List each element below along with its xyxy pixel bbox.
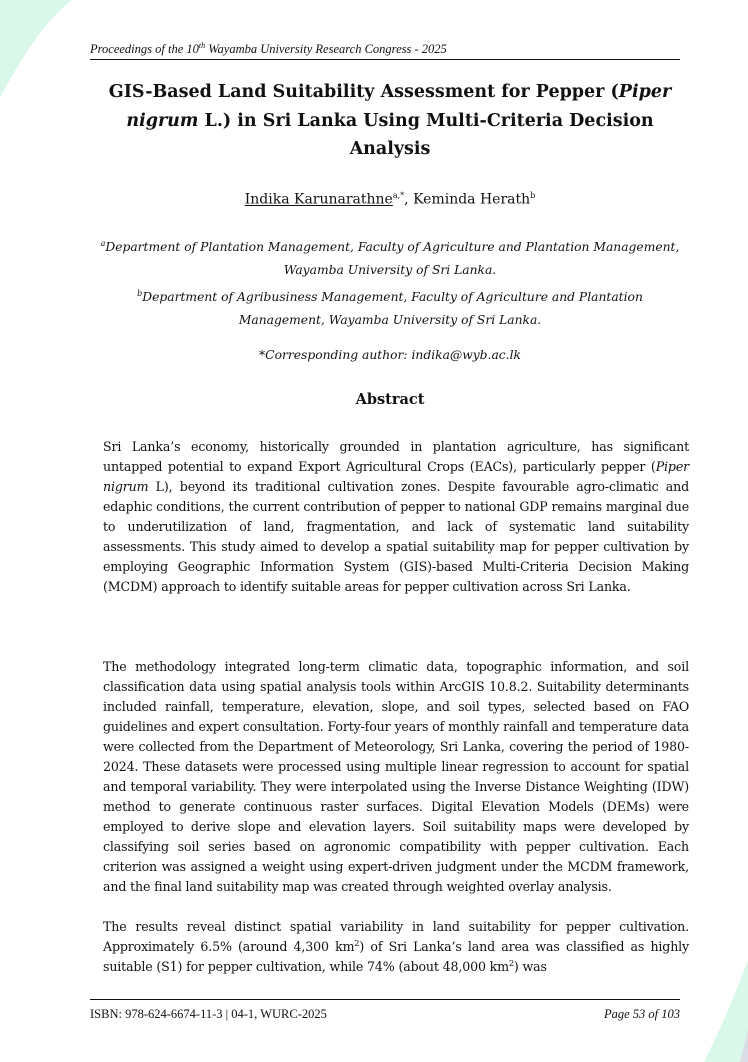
abstract-paragraph-1	[103, 437, 689, 597]
affiliation-mark: a	[100, 239, 106, 248]
affiliation-a	[100, 232, 680, 282]
top-left-swoosh-decoration	[0, 0, 100, 120]
superscript: 2	[508, 958, 514, 968]
affiliations	[100, 232, 680, 332]
affiliation-text: Department of Plantation Management, Faculty of Agriculture and Plantation Management, Wayamba University of Sri Lanka.	[105, 240, 680, 278]
author-affiliation-mark: b	[530, 191, 536, 200]
abstract-heading: Abstract	[355, 391, 425, 408]
author-separator: ,	[404, 191, 414, 208]
affiliation-text: Department of Agribusiness Management, Faculty of Agriculture and Plantation Management, Wayamba University of Sri Lanka.	[142, 290, 643, 328]
paragraph-text: L), beyond its traditional cultivation zones. Despite favourable agro-climatic and edaphic conditions, the current contribution of pepper to national GDP remains marginal due to underutilization of land, fragmentation, and lack of systematic land suitability assessments. This study aimed to develop a spatial suitability map for pepper cultivation by employing Geographic Information System (GIS)-based Multi-Criteria Decision Making (MCDM) approach to identify suitable areas for pepper cultivation across Sri Lanka.	[103, 479, 689, 594]
corresponding-author: *Corresponding author: indika@wyb.ac.lk	[259, 348, 521, 362]
superscript: 2	[354, 938, 360, 948]
paragraph-text: Sri Lanka’s economy, historically grounded in plantation agriculture, has significant untapped potential to expand Export Agricultural Crops (EACs), particularly pepper (	[103, 439, 689, 474]
author-name[interactable]: Indika Karunarathne	[244, 191, 393, 208]
footer-divider	[90, 999, 680, 1000]
paragraph-text: ) was	[513, 959, 547, 974]
header-ordinal: th	[198, 41, 206, 50]
paragraph-text: ) of Sri Lanka’s land area was classified as highly suitable (S1) for pepper cultivation, while 74% (about 48,000 km	[103, 939, 690, 974]
header-suffix: Wayamba University Research Congress - 2025	[205, 42, 447, 57]
abstract-paragraph-2: The methodology integrated long-term climatic data, topographic information, and soil classification data using spatial analysis tools within ArcGIS 10.8.2. Suitability determinants included rainfall, temperature, elevation, slope, and soil types, selected based on FAO guidelines and expert consultation. Forty-four years of monthly rainfall and temperature data were collected from the Department of Meteorology, Sri Lanka, covering the period of 1980-2024. These datasets were processed using multiple linear regression to account for spatial and temporal variability. They were interpolated using the Inverse Distance Weighting (IDW) method to generate continuous raster surfaces. Digital Elevation Models (DEMs) were employed to derive slope and elevation layers. Soil suitability maps were developed by classifying soil series based on agronomic compatibility with pepper cultivation. Each criterion was assigned a weight using expert-driven judgment under the MCDM framework, and the final land suitability map was created through weighted overlay analysis.	[103, 659, 689, 894]
abstract-paragraph-3	[103, 917, 689, 977]
footer-page-number: Page 53 of 103	[603, 1007, 680, 1021]
title-part-1: GIS-Based Land Suitability Assessment for Pepper (	[108, 82, 619, 102]
author-list	[100, 186, 680, 210]
paper-title	[100, 78, 680, 164]
affiliation-b	[100, 282, 680, 332]
title-species: Piper nigrum	[126, 82, 672, 131]
running-header	[90, 38, 680, 60]
author-affiliation-mark: a,*	[392, 191, 405, 200]
affiliation-mark: b	[137, 289, 143, 299]
species-name: Piper nigrum	[103, 459, 689, 494]
header-prefix: Proceedings of the 10	[90, 42, 199, 57]
author-name: Keminda Herath	[413, 191, 531, 208]
title-part-2: L.) in Sri Lanka Using Multi-Criteria Decision Analysis	[198, 110, 654, 159]
paragraph-text: The results reveal distinct spatial variability in land suitability for pepper cultivation. Approximately 6.5% (around 4,300 km	[103, 919, 689, 954]
footer-isbn: ISBN: 978-624-6674-11-3 | 04-1, WURC-2025	[90, 1007, 327, 1021]
